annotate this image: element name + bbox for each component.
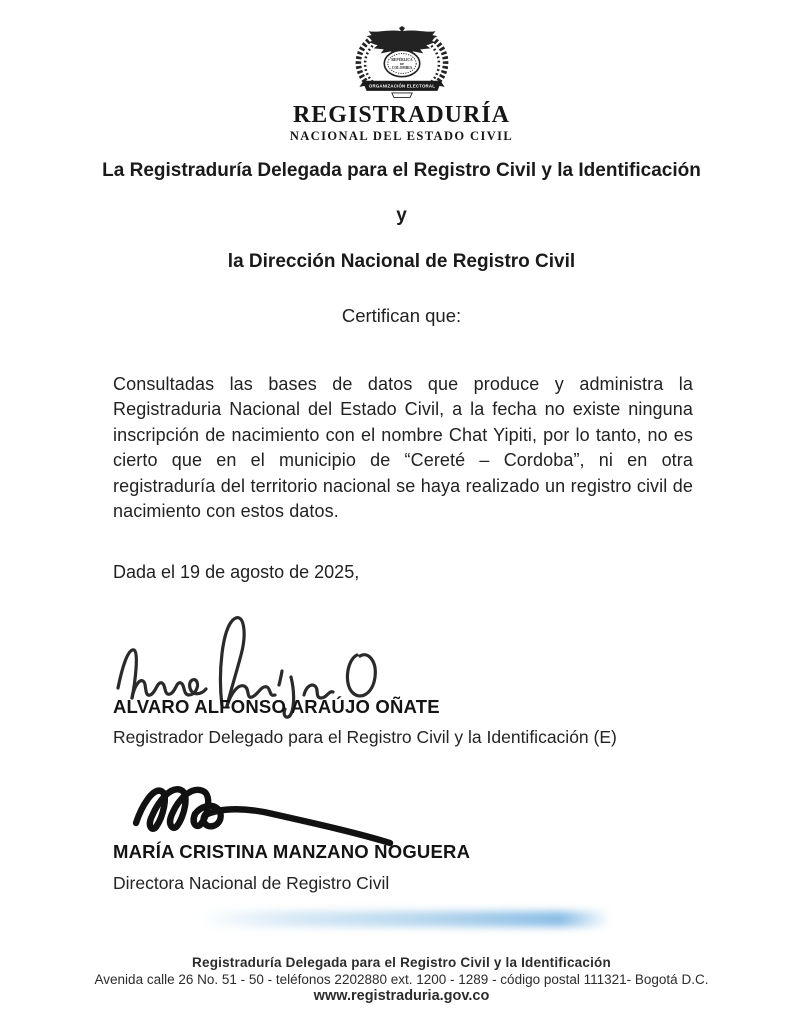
logo-subtitle: NACIONAL DEL ESTADO CIVIL: [289, 129, 514, 143]
logo-wordmark: REGISTRADURÍA: [292, 102, 511, 128]
logo-block: [0, 24, 803, 144]
signatory-1-title: Registrador Delegado para el Registro Civil y la Identificación (E): [113, 727, 617, 747]
seal-text-line2: DE: [399, 62, 404, 67]
signatory-1-name: ALVARO ALFONSO ARAÚJO OÑATE: [113, 696, 440, 717]
document-title-line2: la Dirección Nacional de Registro Civil: [227, 251, 576, 272]
date-line: Dada el 19 de agosto de 2025,: [113, 562, 360, 582]
seal-text-line1: REPÚBLICA: [390, 57, 413, 62]
footer: [0, 955, 803, 1004]
document-title-connector: y: [396, 205, 407, 226]
body-paragraph: Consultadas las bases de datos que produce y administra la Registraduria Nacional del Estado Civil, a la fecha no existe ninguna inscripción de nacimiento con el nombre Chat Yipiti, por lo tanto, no es cierto que en el municipio de “Cereté – Cordoba”, ni en otra registraduría del territorio nacional se haya realizado un registro civil de nacimiento con estos datos.: [113, 374, 693, 522]
certify-line: Certifican que:: [341, 305, 462, 326]
seal-text-line3: COLOMBIA: [391, 66, 412, 71]
coat-of-arms-icon: [346, 24, 458, 100]
banner-text: ORGANIZACIÓN ELECTORAL: [368, 83, 435, 89]
footer-website: www.registraduria.gov.co: [313, 988, 490, 1004]
footer-address-line: Avenida calle 26 No. 51 - 50 - teléfonos 2202880 ext. 1200 - 1289 - código postal 111321- Bogotá D.C.: [94, 972, 709, 987]
footer-office-line: Registraduría Delegada para el Registro Civil y la Identificación: [192, 955, 611, 970]
document-title-line1: La Registraduría Delegada para el Registro Civil y la Identificación: [102, 160, 701, 181]
signatory-2-name: MARÍA CRISTINA MANZANO NOGUERA: [113, 841, 471, 862]
title-block: [70, 157, 733, 275]
blue-highlight-streak: [198, 911, 610, 927]
signatory-2-title: Directora Nacional de Registro Civil: [113, 873, 390, 893]
